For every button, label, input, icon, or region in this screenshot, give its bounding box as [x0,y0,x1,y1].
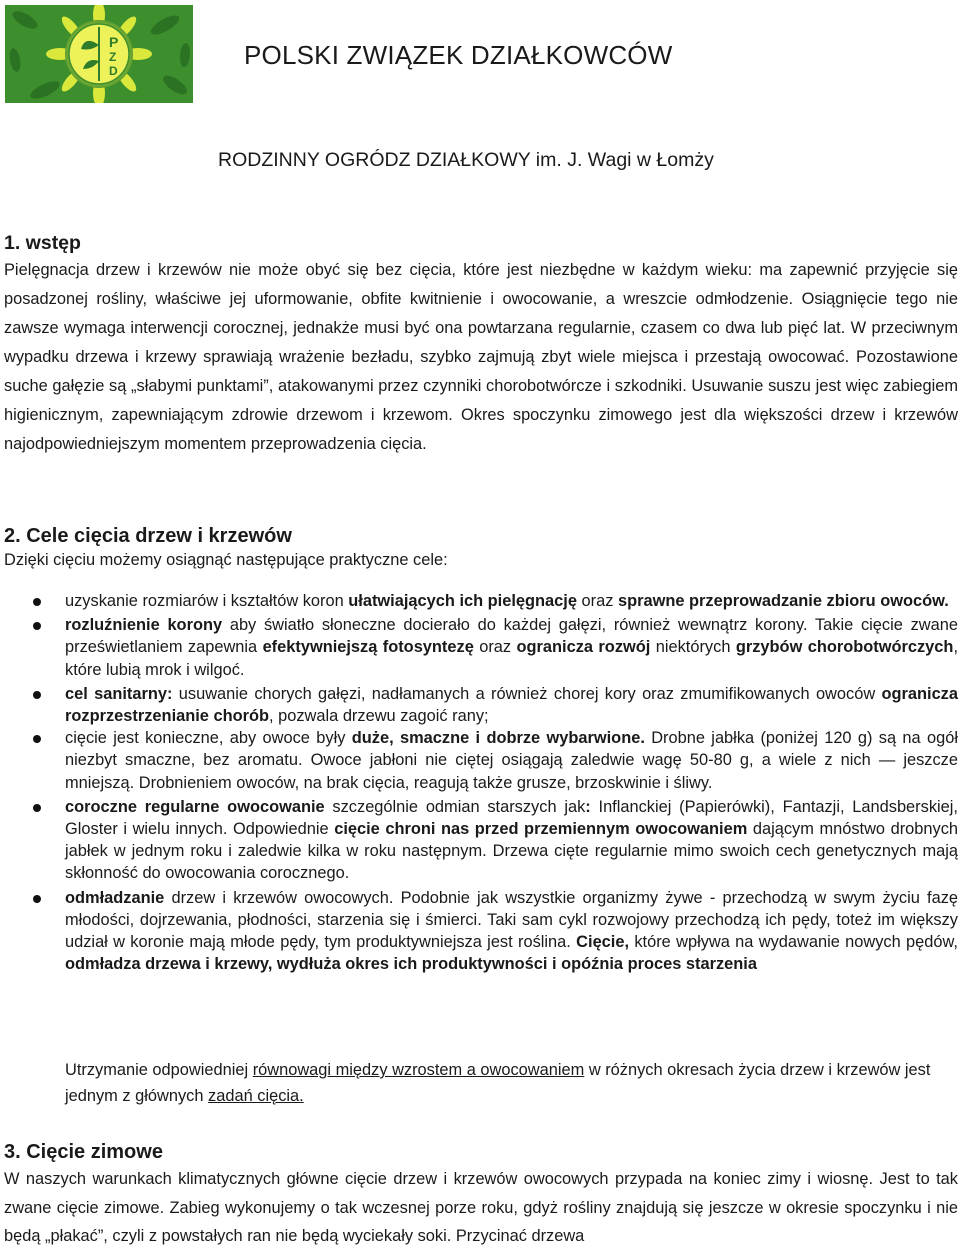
svg-text:D: D [109,64,118,78]
section-2-intro: Dzięki cięciu możemy osiągnąć następujące praktyczne cele: [4,551,448,569]
list-item: cięcie jest konieczne, aby owoce były duże, smaczne i dobrze wybarwione. Drobne jabłka (poniżej 120 g) są na ogół niezbyt smaczne, bez aromatu. Owoce jabłoni nie ciętej osiągają zaledwie wagę 50-80 g, a wiele z nich — jeszcze mniejszą. Drobnieniem owoców, na brak cięcia, reagują także grusze, brzoskwinie i śliwy. [0,727,958,794]
bullet-icon [33,735,41,743]
list-item: uzyskanie rozmiarów i kształtów koron ułatwiających ich pielęgnację oraz sprawne przeprowadzanie zbioru owoców. [0,590,958,612]
bullet-icon [33,895,41,903]
goals-list [0,590,958,975]
section-1-body: Pielęgnacja drzew i krzewów nie może obyć się bez cięcia, które jest niezbędne w każdym wieku: ma zapewnić przyjęcie się posadzonej rośliny, właściwe jej uformowanie, obfite kwitnienie i owocowanie, a wreszcie odmłodzenie. Osiągnięcie tego nie zawsze wymaga interwencji corocznej, jednakże musi być ona powtarzana regularnie, czasem co dwa lub pięć lat. W przeciwnym wypadku drzewa i krzewy sprawiają wrażenie bezładu, szybko zajmują zbyt wiele miejsca i przestają owocować. Pozostawione suche gałęzie są „słabymi punktami”, atakowanymi przez czynniki chorobotwórcze i szkodniki. Usuwanie suszu jest więc zabiegiem higienicznym, zapewniającym zdrowie drzewom i krzewom. Okres spoczynku zimowego jest dla większości drzew i krzewów najodpowiedniejszym momentem przeprowadzenia cięcia. [4,261,958,453]
section-2-heading: 2. Cele cięcia drzew i krzewów [4,525,292,547]
section-1-heading: 1. wstęp [4,232,81,254]
section-3-body: W naszych warunkach klimatycznych główne cięcie drzew i krzewów owocowych przypada na koniec zimy i wiosnę. Jest to tak zwane cięcie zimowe. Zabieg wykonujemy o tak wczesnej porze roku, gdyż rośliny znajdują się jeszcze w okresie spoczynku i nie będą „płakać”, czyli z powstałych ran nie będą wyciekały soki. Przycinać drzewa [4,1170,958,1245]
org-title: POLSKI ZWIĄZEK DZIAŁKOWCÓW [244,40,673,70]
list-item: cel sanitarny: usuwanie chorych gałęzi, nadłamanych a również chorej kory oraz zmumifikowanych owoców ogranicza rozprzestrzenianie chorób, pozwala drzewu zagoić rany; [0,683,958,727]
svg-text:Z: Z [109,50,117,64]
pzd-logo-icon [5,5,193,103]
pzd-logo [5,5,193,103]
logo-text: P [109,34,119,50]
list-item: coroczne regularne owocowanie szczególnie odmian starszych jak: Inflanckiej (Papierówki), Fantazji, Landsberskiej, Gloster i wielu innych. Odpowiednie cięcie chroni nas przed przemiennym owocowaniem dającym mnóstwo drobnych jabłek w jednym roku i zaledwie kilka w roku następnym. Drzewa cięte regularnie mimo swoich cech genetycznych mają skłonność do owocowania corocznego. [0,796,958,885]
garden-title: RODZINNY OGRÓDZ DZIAŁKOWY im. J. Wagi w Łomży [218,149,714,171]
list-item: rozluźnienie korony aby światło słoneczne docierało do każdej gałęzi, również wewnątrz korony. Takie cięcie zwane prześwietlaniem zapewnia efektywniejszą fotosyntezę oraz ogranicza rozwój niektórych grzybów chorobotwórczych, które lubią mrok i wilgoć. [0,614,958,681]
section-3-heading: 3. Cięcie zimowe [4,1141,163,1163]
bullet-icon [33,804,41,812]
bullet-icon [33,622,41,630]
section-2-summary: Utrzymanie odpowiedniej równowagi między wzrostem a owocowaniem w różnych okresach życia drzew i krzewów jest jednym z głównych zadań cięcia. [65,1061,931,1105]
bullet-icon [33,598,41,606]
list-item: odmładzanie drzew i krzewów owocowych. Podobnie jak wszystkie organizmy żywe - przechodzą w swym życiu fazę młodości, dojrzewania, płodności, starzenia się i śmierci. Taki sam cykl rozwojowy przechodzą ich pędy, toteż im większy udział w koronie mają młode pędy, tym produktywniejsza jest roślina. Cięcie, które wpływa na wydawanie nowych pędów, odmładza drzewa i krzewy, wydłuża okres ich produktywności i opóźnia proces starzenia [0,887,958,976]
bullet-icon [33,691,41,699]
